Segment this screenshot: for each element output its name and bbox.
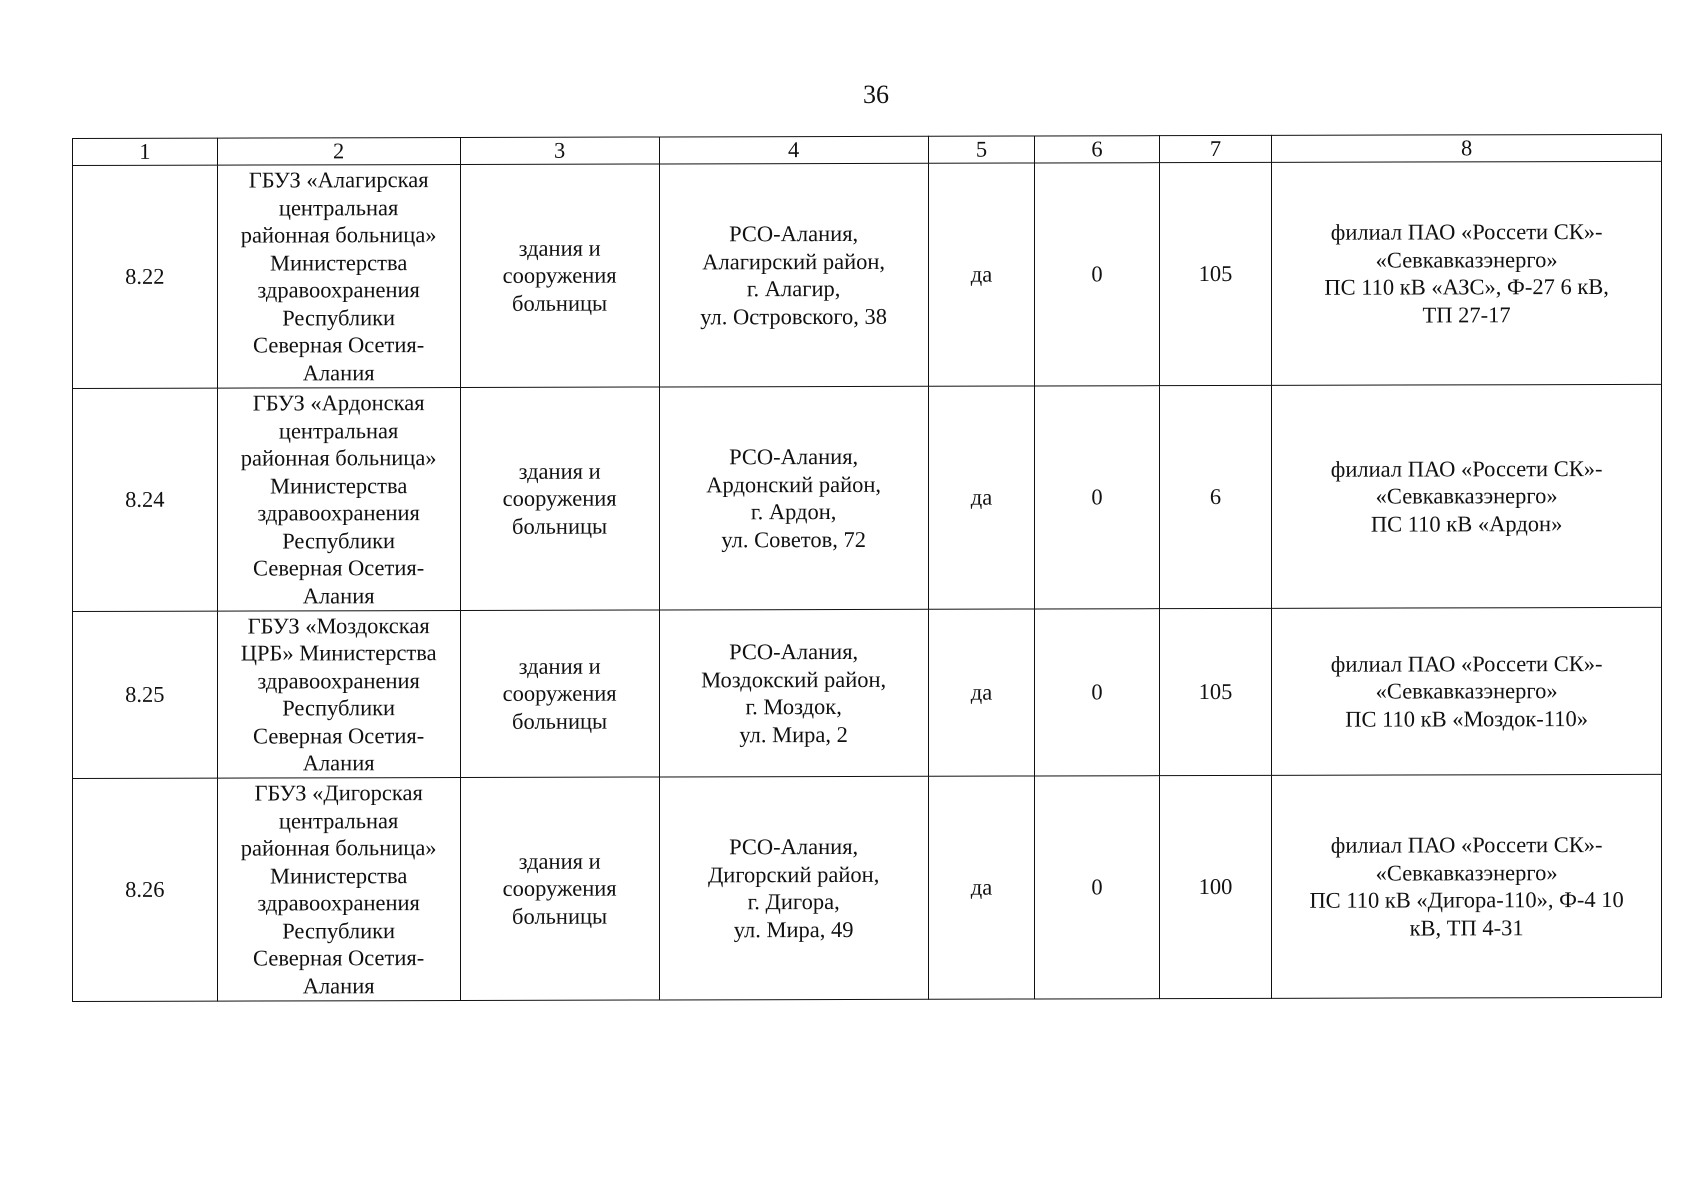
table-row: [73, 161, 1662, 388]
organization-cell: ГБУЗ «Дигорская центральная районная больница» Министерства здравоохранения Республики Северная Осетия- Алания: [217, 777, 460, 1001]
header-cell-4: 4: [659, 136, 928, 164]
table-header: [73, 134, 1662, 165]
data-table: [72, 134, 1662, 1002]
object-cell: здания и сооружения больницы: [460, 610, 659, 778]
address-cell: РСО-Алания, Моздокский район, г. Моздок, ул. Мира, 2: [659, 609, 928, 777]
table-row: [73, 774, 1662, 1001]
col6-cell: 0: [1035, 163, 1160, 386]
row-number-cell: 8.22: [73, 165, 218, 388]
col6-cell: 0: [1035, 386, 1160, 609]
table-body: [73, 161, 1662, 1001]
supplier-cell: филиал ПАО «Россети СК»- «Севкавказэнерго» ПС 110 кВ «Дигора-110», Ф-4 10 кВ, ТП 4-31: [1272, 774, 1662, 998]
address-cell: РСО-Алания, Алагирский район, г. Алагир, ул. Островского, 38: [659, 163, 928, 387]
address-cell: РСО-Алания, Дигорский район, г. Дигора, ул. Мира, 49: [659, 776, 928, 1000]
object-cell: здания и сооружения больницы: [460, 387, 659, 611]
table-row: [73, 384, 1662, 611]
header-cell-3: 3: [460, 137, 659, 165]
row-number-cell: 8.25: [73, 611, 218, 778]
col7-cell: 105: [1159, 608, 1271, 775]
supplier-cell: филиал ПАО «Россети СК»- «Севкавказэнерго» ПС 110 кВ «Ардон»: [1272, 384, 1662, 608]
row-number-cell: 8.26: [73, 778, 218, 1001]
header-cell-1: 1: [73, 138, 218, 165]
object-cell: здания и сооружения больницы: [460, 164, 659, 388]
col6-cell: 0: [1035, 609, 1160, 776]
object-cell: здания и сооружения больницы: [460, 777, 659, 1001]
col7-cell: 105: [1159, 162, 1271, 385]
supplier-cell: филиал ПАО «Россети СК»- «Севкавказэнерго» ПС 110 кВ «АЗС», Ф-27 6 кВ, ТП 27-17: [1272, 161, 1662, 385]
col5-cell: да: [928, 609, 1034, 776]
header-cell-5: 5: [928, 136, 1034, 163]
organization-cell: ГБУЗ «Моздокская ЦРБ» Министерства здравоохранения Республики Северная Осетия- Алания: [217, 610, 460, 778]
row-number-cell: 8.24: [73, 388, 218, 611]
col6-cell: 0: [1035, 776, 1160, 999]
header-cell-7: 7: [1159, 135, 1271, 162]
address-cell: РСО-Алания, Ардонский район, г. Ардон, ул. Советов, 72: [659, 386, 928, 610]
organization-cell: ГБУЗ «Алагирская центральная районная больница» Министерства здравоохранения Республики Северная Осетия- Алания: [217, 164, 460, 388]
table-row: [73, 607, 1662, 778]
header-cell-8: 8: [1272, 134, 1662, 162]
col5-cell: да: [928, 386, 1034, 609]
header-row: [73, 134, 1662, 165]
col7-cell: 100: [1159, 775, 1271, 998]
header-cell-6: 6: [1035, 136, 1160, 163]
page-number: 36: [863, 80, 889, 109]
organization-cell: ГБУЗ «Ардонская центральная районная больница» Министерства здравоохранения Республики Северная Осетия- Алания: [217, 387, 460, 611]
col5-cell: да: [928, 776, 1034, 999]
supplier-cell: филиал ПАО «Россети СК»- «Севкавказэнерго» ПС 110 кВ «Моздок-110»: [1272, 607, 1662, 775]
col5-cell: да: [928, 163, 1034, 386]
header-cell-2: 2: [217, 137, 460, 165]
col7-cell: 6: [1159, 385, 1271, 608]
